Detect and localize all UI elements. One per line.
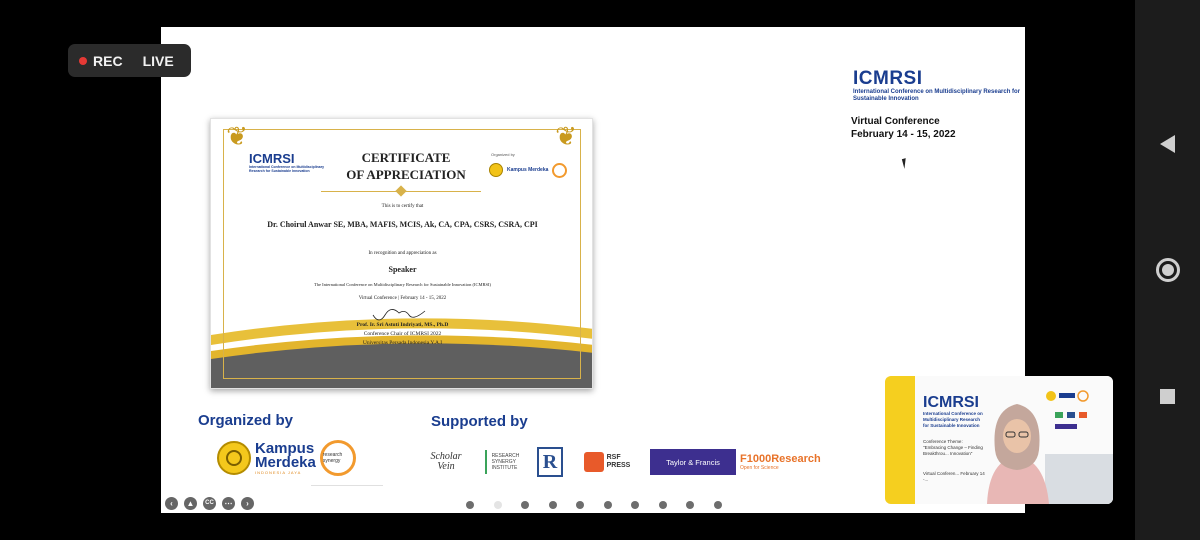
certificate-certify-text: This is to certify that bbox=[381, 204, 424, 209]
speaker-person-icon bbox=[977, 390, 1057, 504]
pager-dot[interactable] bbox=[686, 501, 694, 509]
prev-slide-icon[interactable]: ‹ bbox=[165, 497, 178, 510]
back-icon bbox=[1160, 135, 1175, 153]
certificate-university: Universitas Persada Indonesia Y.A.I bbox=[362, 340, 443, 346]
supported-by-title: Supported by bbox=[431, 413, 528, 430]
ornament-left-icon: ❦ bbox=[226, 121, 248, 151]
rsf-text bbox=[607, 454, 631, 470]
slide-controls bbox=[165, 496, 255, 510]
pager-dot[interactable] bbox=[521, 501, 529, 509]
captions-icon[interactable]: CC bbox=[203, 497, 216, 510]
certificate-signer: Prof. Ir. Sri Astuti Indriyati, MS., Ph.D bbox=[356, 322, 449, 328]
rsf-line2: PRESS bbox=[606, 462, 631, 469]
upload-icon[interactable]: ▲ bbox=[184, 497, 197, 510]
r-logo bbox=[536, 445, 564, 479]
record-dot-icon bbox=[79, 57, 87, 65]
pager-dot[interactable] bbox=[494, 501, 502, 509]
live-label: LIVE bbox=[142, 52, 174, 69]
kampus-merdeka-logo bbox=[255, 439, 316, 475]
r-logo-icon: R bbox=[537, 447, 563, 477]
taylor-francis-logo bbox=[650, 445, 736, 479]
research-synergy-logo: research synergy bbox=[320, 440, 356, 476]
certificate-logo-subtitle: International Conference on Multidisciplinary Research for Sustainable Innovation bbox=[249, 165, 325, 173]
f1000-tag: Open for Science bbox=[740, 465, 779, 471]
kampus-line2: Merdeka bbox=[255, 453, 316, 471]
more-icon[interactable]: ⋯ bbox=[222, 497, 235, 510]
pager-dot[interactable] bbox=[631, 501, 639, 509]
video-date: Virtual Conferen... February 14 -... bbox=[923, 471, 985, 482]
certificate-conference: The International Conference on Multidisciplinary Research for Sustainable Innovation (ICMRSI) bbox=[313, 282, 492, 287]
certificate-signer-role: Conference Chair of ICMRSI 2022 bbox=[363, 331, 442, 337]
video-subtitle: International Conference on Multidisciplinary Research for Sustainable Innovation bbox=[923, 411, 983, 428]
rsi-logo bbox=[485, 445, 523, 479]
f1000-logo bbox=[740, 445, 822, 479]
rsf-icon bbox=[584, 452, 604, 472]
kampus-tag: INDONESIA JAYA bbox=[255, 469, 302, 475]
pager-dot[interactable] bbox=[604, 501, 612, 509]
recents-icon bbox=[1160, 389, 1175, 404]
slide-header-logo: ICMRSI bbox=[853, 68, 923, 89]
rsf-line1: RSF bbox=[606, 454, 621, 461]
certificate-organizer-logos bbox=[489, 161, 569, 179]
certificate-organized-label: Organized by bbox=[491, 152, 515, 157]
certificate bbox=[210, 118, 593, 389]
pager-dot[interactable] bbox=[549, 501, 557, 509]
pager-dot[interactable] bbox=[714, 501, 722, 509]
ornament-right-icon: ❦ bbox=[555, 121, 577, 151]
home-icon bbox=[1156, 258, 1180, 282]
certificate-role: Speaker bbox=[388, 265, 417, 274]
certificate-recipient-name: Dr. Choirul Anwar SE, MBA, MAFIS, MCIS, Ak, CA, CPA, CSRS, CSRA, CPI bbox=[267, 220, 538, 229]
organizer-underline bbox=[311, 485, 383, 486]
back-button[interactable] bbox=[1135, 128, 1200, 160]
pager-dot[interactable] bbox=[659, 501, 667, 509]
certificate-org-logo-text: Kampus Merdeka bbox=[507, 166, 549, 173]
system-navigation-bar bbox=[1135, 0, 1200, 540]
slide-pager bbox=[466, 501, 722, 509]
certificate-title bbox=[331, 149, 481, 183]
kampus-seal-icon bbox=[489, 163, 503, 177]
scholar-vein-line2: Vein bbox=[437, 461, 455, 472]
certificate-recognition-text: In recognition and appreciation as bbox=[368, 251, 437, 256]
pager-dot[interactable] bbox=[576, 501, 584, 509]
mouse-cursor bbox=[902, 157, 912, 169]
certificate-venue: Virtual Conference | February 14 - 15, 2022 bbox=[358, 296, 447, 301]
taylor-francis-text: Taylor & Francis bbox=[650, 449, 736, 475]
rec-label: REC bbox=[93, 52, 123, 69]
research-synergy-icon bbox=[552, 163, 567, 178]
recents-button[interactable] bbox=[1135, 380, 1200, 412]
certificate-title-line1: CERTIFICATE bbox=[361, 150, 451, 165]
video-yellow-band bbox=[885, 376, 915, 504]
scholar-vein-logo bbox=[428, 445, 464, 479]
video-logo: ICMRSI bbox=[923, 394, 979, 411]
video-theme: Conference Theme: "Embracing Change – Finding Breakthrou... Innovation" bbox=[923, 439, 983, 456]
kampus-merdeka-seal-icon bbox=[217, 441, 251, 475]
rsi-mark-icon bbox=[485, 450, 489, 474]
recording-indicator bbox=[68, 44, 191, 77]
certificate-title-line2: OF APPRECIATION bbox=[346, 167, 466, 182]
f1000-name: F1000Research bbox=[740, 453, 821, 465]
rsi-text: RESEARCH SYNERGY INSTITUTE bbox=[491, 453, 520, 471]
home-button[interactable] bbox=[1135, 254, 1200, 286]
slide-header-date: February 14 - 15, 2022 bbox=[851, 129, 956, 140]
pager-dot[interactable] bbox=[466, 501, 474, 509]
speaker-video-inset[interactable] bbox=[885, 376, 1113, 504]
certificate-logo: ICMRSI bbox=[249, 151, 295, 166]
organizer-logos bbox=[217, 439, 377, 477]
slide-header-virtual: Virtual Conference bbox=[851, 116, 940, 127]
supporter-logos bbox=[428, 445, 828, 479]
rsf-press-logo bbox=[581, 445, 633, 479]
organized-by-title: Organized by bbox=[198, 412, 294, 429]
kampus-line1: Kampus bbox=[255, 439, 315, 457]
scholar-vein-line1: Scholar bbox=[430, 451, 462, 462]
next-slide-icon[interactable]: › bbox=[241, 497, 254, 510]
slide-header-subtitle: International Conference on Multidisciplinary Research for Sustainable Innovation bbox=[853, 89, 1021, 102]
